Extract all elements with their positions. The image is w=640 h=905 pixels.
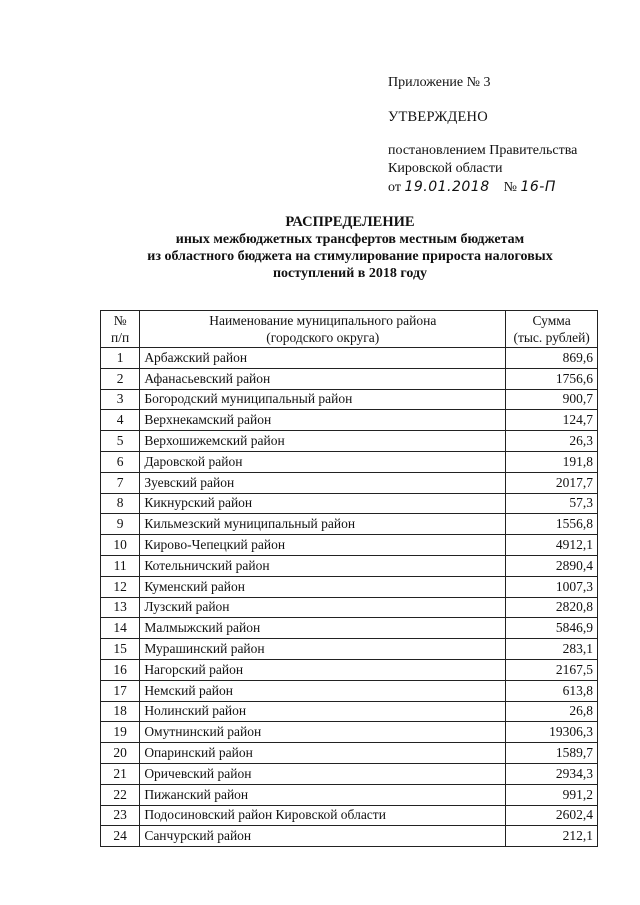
sum-value: 869,6 [506,348,598,369]
table-row [101,451,598,472]
header-num-line-2: п/п [111,330,130,345]
table-row [101,514,598,535]
header-name-line-1: Наименование муниципального района [209,313,437,328]
district-name: Кикнурский район [140,493,506,514]
table-row [101,472,598,493]
row-number: 16 [101,659,140,680]
decree-date-line [388,178,628,197]
table-row [101,493,598,514]
header-num [101,311,140,348]
district-name: Подосиновский район Кировской области [140,805,506,826]
table-row [101,659,598,680]
sum-value: 57,3 [506,493,598,514]
row-number: 20 [101,743,140,764]
header-sum-line-1: Сумма [532,313,571,328]
title-heading: РАСПРЕДЕЛЕНИЕ [285,214,415,230]
table-row [101,639,598,660]
district-name: Арбажский район [140,348,506,369]
table-row [101,431,598,452]
row-number: 22 [101,784,140,805]
table-row [101,576,598,597]
table-row [101,368,598,389]
header-sum [506,311,598,348]
district-name: Нагорский район [140,659,506,680]
table-header-row [101,311,598,348]
district-name: Санчурский район [140,826,506,847]
row-number: 3 [101,389,140,410]
row-number: 21 [101,763,140,784]
table-row [101,743,598,764]
row-number: 11 [101,555,140,576]
district-name: Куменский район [140,576,506,597]
sum-value: 191,8 [506,451,598,472]
decree-number: 16-П [520,179,556,195]
table-row [101,826,598,847]
sum-value: 2890,4 [506,555,598,576]
sum-value: 1007,3 [506,576,598,597]
district-name: Богородский муниципальный район [140,389,506,410]
district-name: Опаринский район [140,743,506,764]
sum-value: 2820,8 [506,597,598,618]
title-line-1: иных межбюджетных трансфертов местным бюджетам [175,232,525,247]
district-name: Немский район [140,680,506,701]
district-name: Кильмезский муниципальный район [140,514,506,535]
decree-line-1: постановлением Правительства [388,143,578,158]
approval-block [388,74,628,197]
sum-value: 1589,7 [506,743,598,764]
table-row [101,597,598,618]
approved-label: УТВЕРЖДЕНО [388,109,488,125]
distribution-table [100,310,598,847]
district-name: Кирово-Чепецкий район [140,535,506,556]
row-number: 1 [101,348,140,369]
district-name: Нолинский район [140,701,506,722]
sum-value: 4912,1 [506,535,598,556]
table-row [101,535,598,556]
sum-value: 26,3 [506,431,598,452]
row-number: 2 [101,368,140,389]
header-name [140,311,506,348]
table-row [101,784,598,805]
district-name: Котельничский район [140,555,506,576]
sum-value: 5846,9 [506,618,598,639]
header-sum-line-2: (тыс. рублей) [513,330,590,345]
district-name: Пижанский район [140,784,506,805]
district-name: Омутнинский район [140,722,506,743]
sum-value: 124,7 [506,410,598,431]
header-name-line-2: (городского округа) [266,330,380,345]
decree-date: 19.01.2018 [404,179,490,195]
district-name: Мурашинский район [140,639,506,660]
number-prefix: № [503,180,517,195]
table-row [101,722,598,743]
document-title [90,214,610,282]
table-row [101,805,598,826]
sum-value: 2934,3 [506,763,598,784]
date-prefix: от [388,180,401,195]
sum-value: 900,7 [506,389,598,410]
sum-value: 1756,6 [506,368,598,389]
sum-value: 2602,4 [506,805,598,826]
row-number: 17 [101,680,140,701]
sum-value: 991,2 [506,784,598,805]
district-name: Даровской район [140,451,506,472]
district-name: Малмыжский район [140,618,506,639]
table-row [101,680,598,701]
sum-value: 2017,7 [506,472,598,493]
sum-value: 1556,8 [506,514,598,535]
row-number: 18 [101,701,140,722]
row-number: 10 [101,535,140,556]
row-number: 19 [101,722,140,743]
row-number: 6 [101,451,140,472]
district-name: Лузский район [140,597,506,618]
table-row [101,348,598,369]
sum-value: 283,1 [506,639,598,660]
row-number: 24 [101,826,140,847]
table-row [101,618,598,639]
sum-value: 19306,3 [506,722,598,743]
table-row [101,555,598,576]
row-number: 7 [101,472,140,493]
decree-line-2: Кировской области [388,161,503,176]
district-name: Оричевский район [140,763,506,784]
table-row [101,410,598,431]
title-line-2: из областного бюджета на стимулирование прироста налоговых [147,249,553,264]
sum-value: 212,1 [506,826,598,847]
row-number: 15 [101,639,140,660]
table-row [101,389,598,410]
title-line-3: поступлений в 2018 году [272,266,428,281]
district-name: Верхошижемский район [140,431,506,452]
table-row [101,763,598,784]
sum-value: 26,8 [506,701,598,722]
sum-value: 2167,5 [506,659,598,680]
row-number: 5 [101,431,140,452]
row-number: 9 [101,514,140,535]
row-number: 13 [101,597,140,618]
appendix-label: Приложение № 3 [388,75,491,90]
district-name: Зуевский район [140,472,506,493]
row-number: 23 [101,805,140,826]
row-number: 14 [101,618,140,639]
row-number: 8 [101,493,140,514]
district-name: Верхнекамский район [140,410,506,431]
row-number: 12 [101,576,140,597]
table-row [101,701,598,722]
row-number: 4 [101,410,140,431]
district-name: Афанасьевский район [140,368,506,389]
sum-value: 613,8 [506,680,598,701]
header-num-line-1: № [113,313,127,328]
